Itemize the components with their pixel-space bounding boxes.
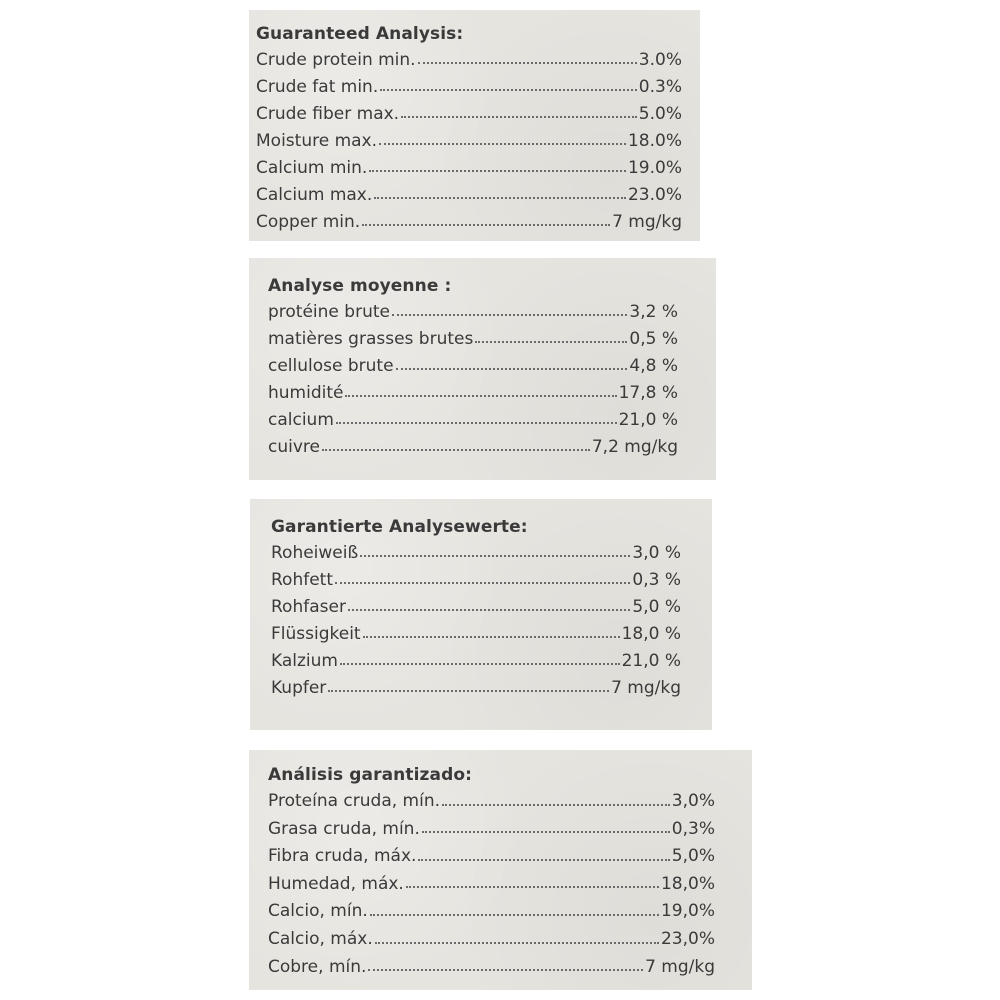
dot-leader bbox=[392, 313, 627, 316]
dot-leader bbox=[336, 421, 617, 424]
dot-leader bbox=[362, 223, 610, 226]
nutrient-value: 0,3% bbox=[671, 818, 715, 839]
analysis-panel-german bbox=[250, 499, 712, 730]
analysis-row bbox=[268, 954, 715, 982]
nutrient-value: 3,0 % bbox=[632, 543, 681, 563]
analysis-row bbox=[268, 326, 678, 353]
nutrient-value: 18,0 % bbox=[621, 624, 681, 644]
analysis-row bbox=[256, 47, 682, 74]
nutrient-label: Crude fat min. bbox=[256, 77, 379, 97]
dot-leader bbox=[380, 88, 637, 91]
analysis-row bbox=[268, 871, 715, 899]
nutrient-label: Copper min. bbox=[256, 212, 361, 232]
dot-leader bbox=[396, 367, 628, 370]
nutrient-value: 5.0% bbox=[638, 104, 682, 124]
nutrient-value: 3,2 % bbox=[629, 302, 678, 322]
nutrient-label: Calcium max. bbox=[256, 185, 373, 205]
analysis-row bbox=[268, 299, 678, 326]
dot-leader bbox=[418, 61, 637, 64]
nutrient-label: Humedad, máx. bbox=[268, 873, 404, 894]
dot-leader bbox=[328, 689, 609, 692]
nutrient-value: 3.0% bbox=[638, 50, 682, 70]
nutrient-value: 7 mg/kg bbox=[645, 956, 715, 977]
nutrient-value: 21,0 % bbox=[621, 651, 681, 671]
dot-leader bbox=[422, 830, 670, 833]
analysis-row bbox=[256, 209, 682, 236]
nutrient-label: Proteína cruda, mín. bbox=[268, 791, 441, 811]
dot-leader bbox=[363, 635, 620, 638]
nutrient-value: 0,3 % bbox=[632, 570, 681, 590]
nutrient-label: cellulose brute bbox=[268, 356, 394, 376]
nutrient-label: Crude protein min. bbox=[256, 50, 416, 70]
nutrient-label: cuivre bbox=[268, 437, 320, 457]
nutrient-value: 19.0% bbox=[627, 158, 682, 178]
nutrient-label: matières grasses brutes bbox=[268, 329, 474, 349]
analysis-panel-spanish bbox=[249, 750, 752, 990]
analysis-row bbox=[271, 567, 681, 594]
analysis-row bbox=[256, 128, 682, 155]
dot-leader bbox=[348, 608, 630, 611]
dot-leader bbox=[442, 803, 670, 806]
analysis-row bbox=[271, 648, 681, 675]
nutrient-value: 4,8 % bbox=[629, 356, 678, 376]
nutrient-label: Cobre, mín. bbox=[268, 956, 367, 977]
analysis-row bbox=[268, 434, 678, 461]
analysis-row bbox=[268, 816, 715, 844]
nutrient-value: 5,0 % bbox=[632, 597, 681, 617]
analysis-row bbox=[256, 101, 682, 128]
nutrient-value: 0.3% bbox=[638, 77, 682, 97]
analysis-panel-french bbox=[249, 258, 716, 480]
analysis-rows bbox=[256, 47, 682, 236]
nutrient-label: Roheiweiß bbox=[271, 543, 359, 563]
dot-leader bbox=[475, 340, 627, 343]
dot-leader bbox=[340, 662, 620, 665]
dot-leader bbox=[369, 169, 626, 172]
nutrient-label: humidité bbox=[268, 383, 344, 403]
nutrient-value: 7 mg/kg bbox=[612, 212, 682, 232]
nutrient-label: Calcio, máx. bbox=[268, 928, 373, 949]
nutrient-value: 17,8 % bbox=[618, 383, 678, 403]
dot-leader bbox=[379, 142, 626, 145]
analysis-panel-english bbox=[249, 10, 700, 241]
nutrient-label: Flüssigkeit bbox=[271, 624, 361, 644]
analysis-row bbox=[268, 353, 678, 380]
dot-leader bbox=[375, 941, 659, 944]
nutrient-label: Kalzium bbox=[271, 651, 338, 671]
nutrient-value: 7 mg/kg bbox=[611, 678, 681, 698]
analysis-rows bbox=[271, 540, 681, 702]
analysis-row bbox=[268, 898, 715, 926]
analysis-row bbox=[268, 788, 715, 816]
nutrient-label: Calcium min. bbox=[256, 158, 368, 178]
analysis-rows bbox=[268, 788, 715, 981]
nutrient-value: 5,0% bbox=[671, 846, 715, 867]
dot-leader bbox=[418, 858, 669, 861]
dot-leader bbox=[335, 581, 630, 584]
nutrient-value: 0,5 % bbox=[629, 329, 678, 349]
nutrient-value: 3,0% bbox=[671, 791, 715, 811]
analysis-row bbox=[256, 155, 682, 182]
analysis-row bbox=[271, 621, 681, 648]
dot-leader bbox=[322, 448, 590, 451]
nutrient-value: 18,0% bbox=[660, 873, 715, 894]
nutrient-value: 23.0% bbox=[627, 185, 682, 205]
analysis-row bbox=[271, 540, 681, 567]
dot-leader bbox=[374, 196, 626, 199]
nutrient-label: calcium bbox=[268, 410, 334, 430]
dot-leader bbox=[368, 968, 643, 971]
analysis-rows bbox=[268, 299, 678, 461]
nutrient-value: 19,0% bbox=[660, 901, 715, 922]
nutrient-value: 23,0% bbox=[660, 928, 715, 949]
panel-heading: Guaranteed Analysis: bbox=[256, 24, 464, 44]
nutrient-value: 18.0% bbox=[627, 131, 682, 151]
nutrient-label: Rohfaser bbox=[271, 597, 346, 617]
nutrient-label: protéine brute bbox=[268, 302, 390, 322]
panel-heading: Análisis garantizado: bbox=[268, 765, 473, 785]
dot-leader bbox=[401, 115, 637, 118]
dot-leader bbox=[370, 913, 659, 916]
nutrient-label: Rohfett bbox=[271, 570, 333, 590]
panel-heading: Garantierte Analysewerte: bbox=[271, 517, 528, 537]
nutrient-label: Crude fiber max. bbox=[256, 104, 400, 124]
nutrient-value: 7,2 mg/kg bbox=[591, 437, 678, 457]
panel-heading: Analyse moyenne : bbox=[268, 276, 452, 296]
nutrient-label: Calcio, mín. bbox=[268, 901, 368, 922]
analysis-row bbox=[268, 407, 678, 434]
analysis-row bbox=[271, 594, 681, 621]
analysis-row bbox=[271, 675, 681, 702]
nutrient-label: Fibra cruda, máx. bbox=[268, 846, 417, 867]
analysis-row bbox=[268, 926, 715, 954]
analysis-row bbox=[268, 843, 715, 871]
nutrient-label: Moisture max. bbox=[256, 131, 378, 151]
analysis-row bbox=[256, 182, 682, 209]
dot-leader bbox=[345, 394, 616, 397]
dot-leader bbox=[406, 885, 659, 888]
nutrient-label: Kupfer bbox=[271, 678, 327, 698]
nutrient-label: Grasa cruda, mín. bbox=[268, 818, 420, 839]
dot-leader bbox=[360, 554, 630, 557]
analysis-row bbox=[268, 380, 678, 407]
nutrient-value: 21,0 % bbox=[618, 410, 678, 430]
analysis-row bbox=[256, 74, 682, 101]
